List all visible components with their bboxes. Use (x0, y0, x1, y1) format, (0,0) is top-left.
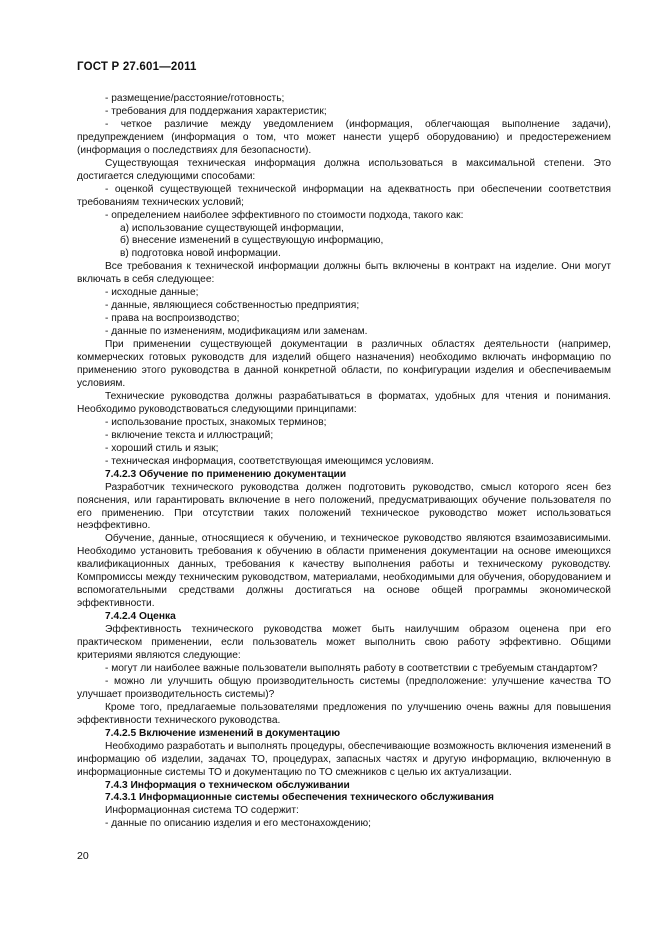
sub-list-item: б) внесение изменений в существующую информацию, (120, 235, 384, 247)
paragraph: - определением наиболее эффективного по стоимости подхода, такого как: (105, 209, 464, 221)
paragraph: Технические руководства должны разрабатываться в форматах, удобных для чтения и понимания. Необходимо руководствоваться следующими принципами: (77, 390, 611, 415)
paragraph: - хороший стиль и язык; (105, 442, 219, 454)
paragraph: - могут ли наиболее важные пользователи выполнять работу в соответствии с требуемым стандартом? (105, 662, 598, 674)
section-heading: 7.4.2.5 Включение изменений в документацию (105, 727, 341, 739)
paragraph: - исходные данные; (105, 287, 199, 299)
paragraph: - оценкой существующей технической информации на адекватность при обеспечении соответствия требованиям технических условий; (77, 183, 611, 208)
page-body (77, 93, 611, 831)
paragraph: - требования для поддержания характеристик; (105, 105, 327, 117)
paragraph: - размещение/расстояние/готовность; (105, 93, 285, 104)
paragraph: Существующая техническая информация должна использоваться в максимальной степени. Это достигается следующими способами: (77, 157, 611, 182)
sub-list-item: в) подготовка новой информации. (120, 248, 281, 260)
paragraph: - включение текста и иллюстраций; (105, 429, 274, 441)
paragraph: - данные по описанию изделия и его местонахождению; (105, 818, 371, 830)
paragraph: - использование простых, знакомых терминов; (105, 416, 327, 428)
paragraph: Обучение, данные, относящиеся к обучению, и техническое руководство являются взаимозависимыми. Необходимо установить требования к обучению в области применения документации на основе имеющихся квалификационных данных, требования к качеству выполнения работы и техническому руководству. Компромиссы между техническим руководством, материалами, необходимыми для обучения, оборудованием и вспомогательными средствами должны достигаться на основе общей программы экономической эффективности. (77, 533, 611, 610)
paragraph: - можно ли улучшить общую производительность системы (предположение: улучшение качества ТО улучшает производительность системы)? (77, 675, 611, 700)
section-heading: 7.4.3 Информация о техническом обслуживании (105, 779, 350, 791)
section-heading: 7.4.2.3 Обучение по применению документации (105, 468, 347, 480)
paragraph: - данные, являющиеся собственностью предприятия; (105, 300, 360, 312)
page-number: 20 (77, 850, 89, 862)
paragraph: - четкое различие между уведомлением (информация, облегчающая выполнение задачи), предупреждением (информация о том, что может нанести ущерб оборудованию) и предостережением (информация о последствиях для безопасности). (77, 118, 611, 156)
paragraph: Информационная система ТО содержит: (105, 805, 299, 817)
paragraph: Необходимо разработать и выполнять процедуры, обеспечивающие возможность включения изменений в информацию об изделии, задачах ТО, процедурах, запасных частях и другую информацию, включенную в информационные системы ТО и документацию по ТО смежников с целью их актуализации. (77, 740, 611, 778)
section-heading: 7.4.2.4 Оценка (105, 611, 176, 623)
paragraph: Все требования к технической информации должны быть включены в контракт на изделие. Они могут включать в себя следующее: (77, 261, 611, 286)
paragraph: - техническая информация, соответствующая имеющимся условиям. (105, 455, 434, 467)
paragraph: Разработчик технического руководства должен подготовить руководство, смысл которого ясен без пояснения, или гарантировать включение в него положений, предусматривающих обучение пользователя по его применению. При отсутствии таких положений техническое руководство может использоваться неэффективно. (77, 481, 611, 532)
paragraph: Эффективность технического руководства может быть наилучшим образом оценена при его практическом применении, если пользователь может выполнить свою работу эффективно. Общими критериями являются следующие: (77, 624, 611, 661)
paragraph: При применении существующей документации в различных областях деятельности (например, коммерческих готовых руководств для изделий общего назначения) необходимо включать информацию по применению этого руководства в данной конкретной области, по конфигурации изделия и обеспечиваемым условиям. (77, 339, 611, 389)
section-heading: 7.4.3.1 Информационные системы обеспечения технического обслуживания (105, 792, 494, 804)
paragraph: - данные по изменениям, модификациям или заменам. (105, 326, 368, 338)
paragraph: Кроме того, предлагаемые пользователями предложения по улучшению очень важны для повышения эффективности технического руководства. (77, 701, 611, 726)
document-id-header: ГОСТ Р 27.601—2011 (77, 61, 197, 73)
paragraph: - права на воспроизводство; (105, 313, 240, 325)
sub-list-item: а) использование существующей информации, (120, 222, 344, 234)
